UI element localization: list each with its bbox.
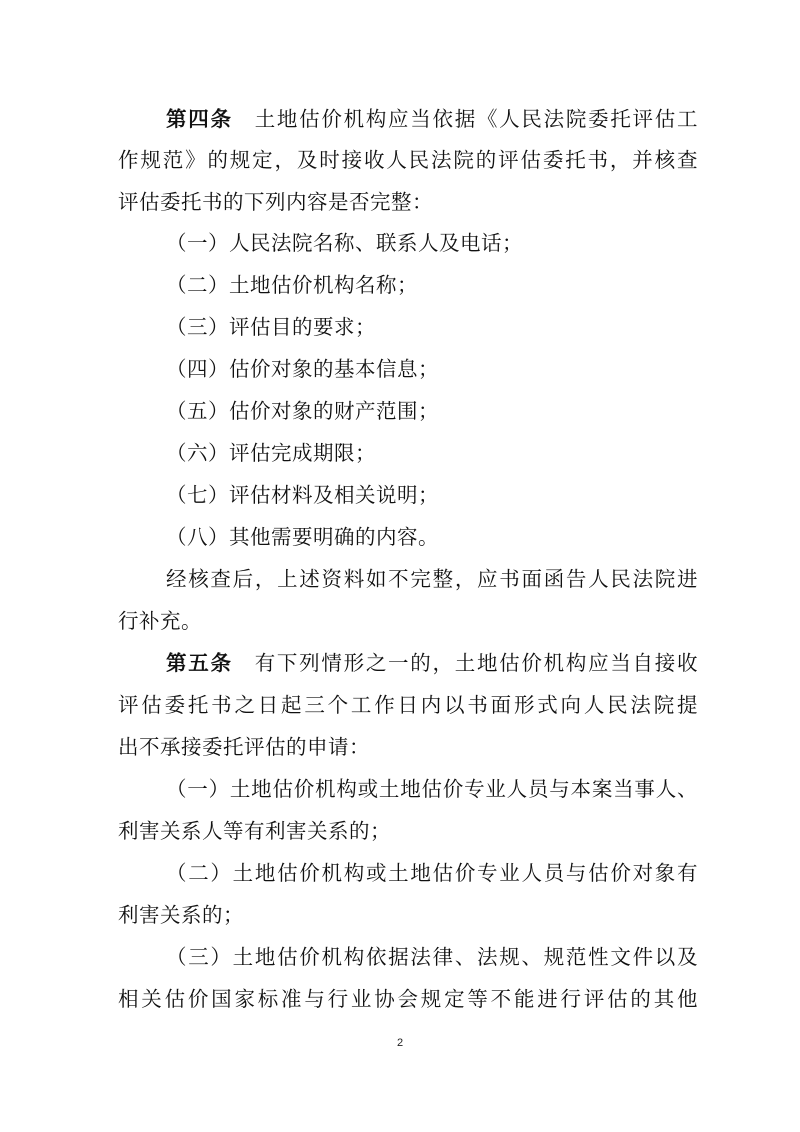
article5-line2: 评估委托书之日起三个工作日内以书面形式向人民法院提 bbox=[118, 693, 698, 717]
page-number: 2 bbox=[396, 1037, 404, 1049]
article5-heading-line bbox=[166, 649, 698, 677]
article4-item-4: （四）估价对象的基本信息； bbox=[166, 357, 439, 381]
article4-item-7: （七）评估材料及相关说明； bbox=[166, 483, 439, 507]
article4-item-5: （五）估价对象的财产范围； bbox=[166, 399, 439, 423]
article5-label: 第五条 bbox=[166, 651, 233, 675]
article4-item-8: （八）其他需要明确的内容。 bbox=[166, 525, 439, 549]
article4-label: 第四条 bbox=[166, 107, 233, 131]
article5-line1: 有下列情形之一的，土地估价机构应当自接收 bbox=[254, 651, 699, 675]
article4-heading-line bbox=[166, 105, 698, 133]
article5-item3-line2: 相关估价国家标准与行业协会规定等不能进行评估的其他 bbox=[118, 987, 698, 1011]
article5-item2-line2: 利害关系的； bbox=[118, 903, 244, 927]
article5-item1-line1: （一）土地估价机构或土地估价专业人员与本案当事人、 bbox=[166, 777, 698, 801]
article5-item2-line1: （二）土地估价机构或土地估价专业人员与估价对象有 bbox=[166, 861, 698, 885]
article4-line1: 土地估价机构应当依据《人民法院委托评估工 bbox=[254, 107, 699, 131]
article5-item1-line2: 利害关系人等有利害关系的； bbox=[118, 819, 391, 843]
article4-line3: 评估委托书的下列内容是否完整： bbox=[118, 190, 433, 214]
article4-after-line1: 经核查后，上述资料如不完整，应书面函告人民法院进 bbox=[166, 567, 698, 591]
article4-item-6: （六）评估完成期限； bbox=[166, 441, 376, 465]
article4-item-1: （一）人民法院名称、联系人及电话； bbox=[166, 231, 523, 255]
article4-item-3: （三）评估目的要求； bbox=[166, 315, 376, 339]
article5-line3: 出不承接委托评估的申请： bbox=[118, 735, 370, 759]
article4-line2: 作规范》的规定，及时接收人民法院的评估委托书，并核查 bbox=[118, 148, 698, 172]
article5-item3-line1: （三）土地估价机构依据法律、法规、规范性文件以及 bbox=[166, 945, 698, 969]
article4-after-line2: 行补充。 bbox=[118, 609, 202, 633]
article4-item-2: （二）土地估价机构名称； bbox=[166, 273, 418, 297]
